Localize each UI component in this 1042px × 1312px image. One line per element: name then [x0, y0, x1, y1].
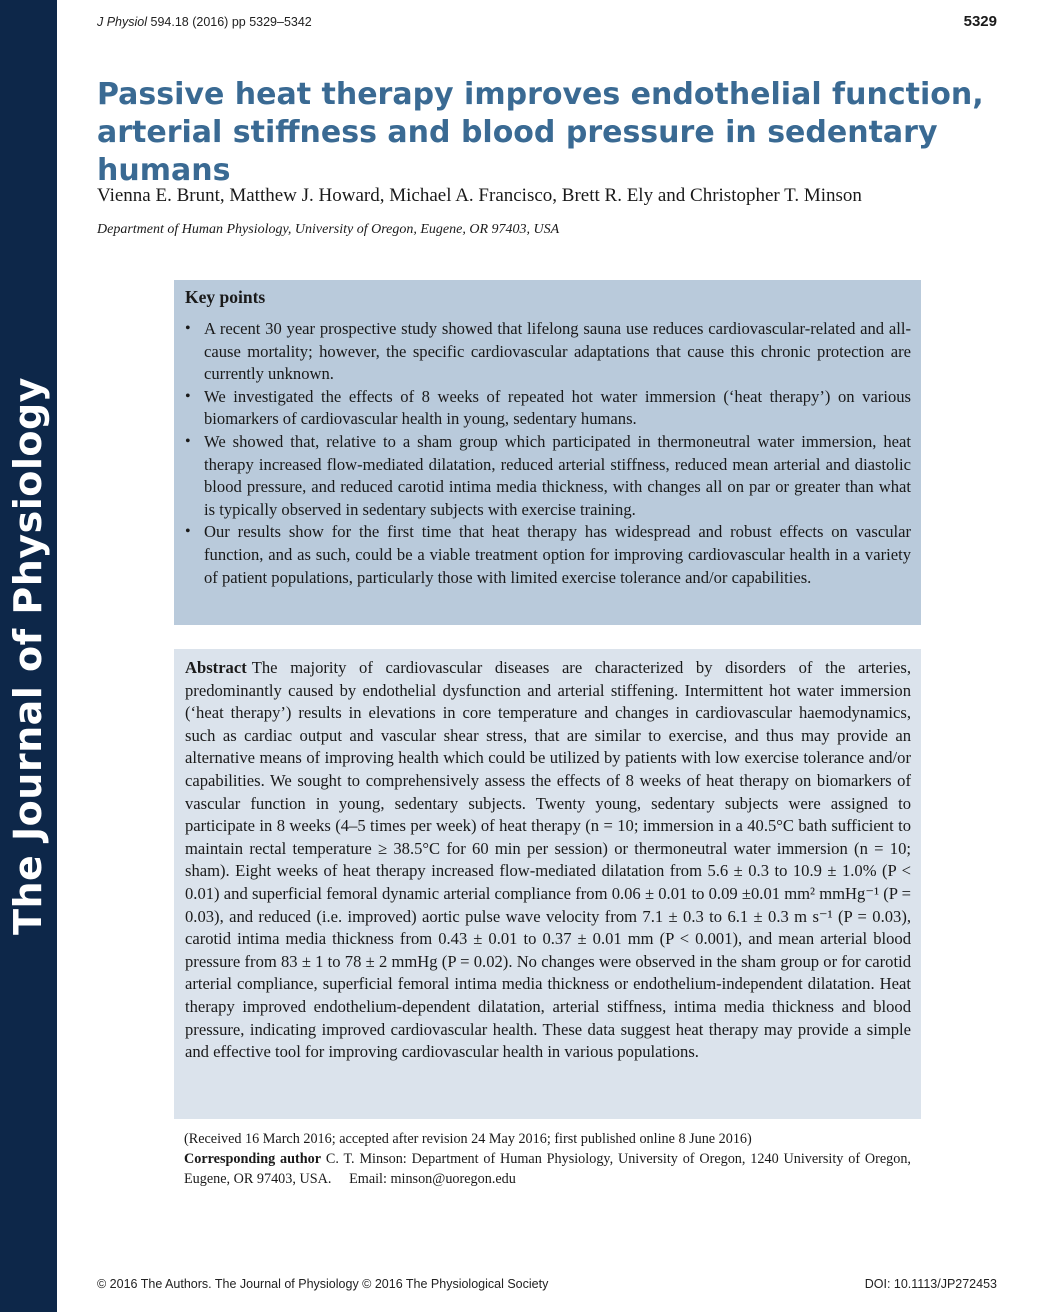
author-list: Vienna E. Brunt, Matthew J. Howard, Michael A. Francisco, Brett R. Ely and Christopher T. Minson [97, 185, 862, 206]
key-points-box [174, 280, 921, 625]
key-points-heading: Key points [185, 287, 266, 307]
article-history [184, 1129, 915, 1189]
journal-name-vertical: The Journal of Physiology [6, 377, 50, 935]
citation-text: 594.18 (2016) pp 5329–5342 [147, 15, 312, 29]
abstract-text: The majority of cardiovascular diseases are characterized by disorders of the arteries, predominantly caused by endothelial dysfunction and arterial stiffening. Intermittent hot water immersion (‘heat therapy’) results in elevations in core temperature and changes in cardiovascular haemodynamics, such as cardiac output and vascular shear stress, that are similar to exercise, and thus may provide an alternative means of improving health which could be utilized by patients with low exercise tolerance and/or capabilities. We sought to comprehensively assess the effects of 8 weeks of heat therapy on biomarkers of vascular function in young, sedentary subjects. Twenty young, sedentary subjects were assigned to participate in 8 weeks (4–5 times per week) of heat therapy (n = 10; immersion in a 40.5°C bath sufficient to maintain rectal temperature ≥ 38.5°C for 60 min per session) or thermoneutral water immersion (n = 10; sham). Eight weeks of heat therapy increased flow-mediated dilatation from 5.6 ± 0.3 to 10.9 ± 1.0% (P < 0.01) and superficial femoral dynamic arterial compliance from 0.06 ± 0.01 to 0.09 ±0.01 mm² mmHg⁻¹ (P = 0.03), and reduced (i.e. improved) aortic pulse wave velocity from 7.1 ± 0.3 to 6.1 ± 0.3 m s⁻¹ (P = 0.03), carotid intima media thickness from 0.43 ± 0.01 to 0.37 ± 0.01 mm (P < 0.001), and mean arterial blood pressure from 83 ± 1 to 78 ± 2 mmHg (P = 0.02). No changes were observed in the sham group or for carotid arterial compliance, superficial femoral intima media thickness or endothelium-independent dilatation. Heat therapy improved endothelium-dependent dilatation, arterial stiffness, intima media thickness and blood pressure, indicating improved cardiovascular health. These data suggest heat therapy may provide a simple and effective tool for improving cardiovascular health in various populations. [185, 658, 911, 1062]
key-point-item: • Our results show for the first time that heat therapy has widespread and robust effects on vascular function, and as such, could be a viable treatment option for improving cardiovascular health in a variety of patient populations, particularly those with limited exercise tolerance and/or capabilities. [185, 521, 911, 589]
journal-sidebar [0, 0, 57, 1312]
key-point-item: • A recent 30 year prospective study showed that lifelong sauna use reduces cardiovascular-related and all-cause mortality; however, the specific cardiovascular adaptations that cause this chronic protection are currently unknown. [185, 318, 911, 386]
corresponding-author [184, 1149, 915, 1189]
journal-abbrev: J Physiol [97, 15, 148, 29]
affiliation: Department of Human Physiology, University of Oregon, Eugene, OR 97403, USA [97, 222, 560, 237]
corresponding-text: C. T. Minson: Department of Human Physiology, University of Oregon, 1240 University of Oregon, Eugene, OR 97403, USA. Email: minson@uoregon.edu [184, 1151, 915, 1187]
copyright-footer: © 2016 The Authors. The Journal of Physiology © 2016 The Physiological Society [97, 1277, 549, 1291]
abstract-box [174, 649, 921, 1119]
page-number: 5329 [963, 13, 997, 30]
key-point-item: • We showed that, relative to a sham group which participated in thermoneutral water immersion, heat therapy increased flow-mediated dilatation, reduced arterial stiffness, reduced mean arterial and diastolic blood pressure, and reduced carotid intima media thickness, with changes all on par or greater than what is typically observed in sedentary subjects with exercise training. [185, 431, 911, 521]
abstract-label: Abstract [185, 658, 247, 677]
citation-header [97, 15, 312, 29]
doi-footer: DOI: 10.1113/JP272453 [864, 1277, 997, 1291]
key-points-list [185, 318, 911, 589]
received-dates: (Received 16 March 2016; accepted after revision 24 May 2016; first published online 8 June 2016) [184, 1131, 752, 1147]
key-point-item: • We investigated the effects of 8 weeks of repeated hot water immersion (‘heat therapy’) on various biomarkers of cardiovascular health in young, sedentary humans. [185, 386, 911, 431]
corresponding-label: Corresponding author [184, 1151, 322, 1167]
article-title: Passive heat therapy improves endothelial function, arterial stiffness and blood pressure in sedentary humans [97, 77, 984, 188]
